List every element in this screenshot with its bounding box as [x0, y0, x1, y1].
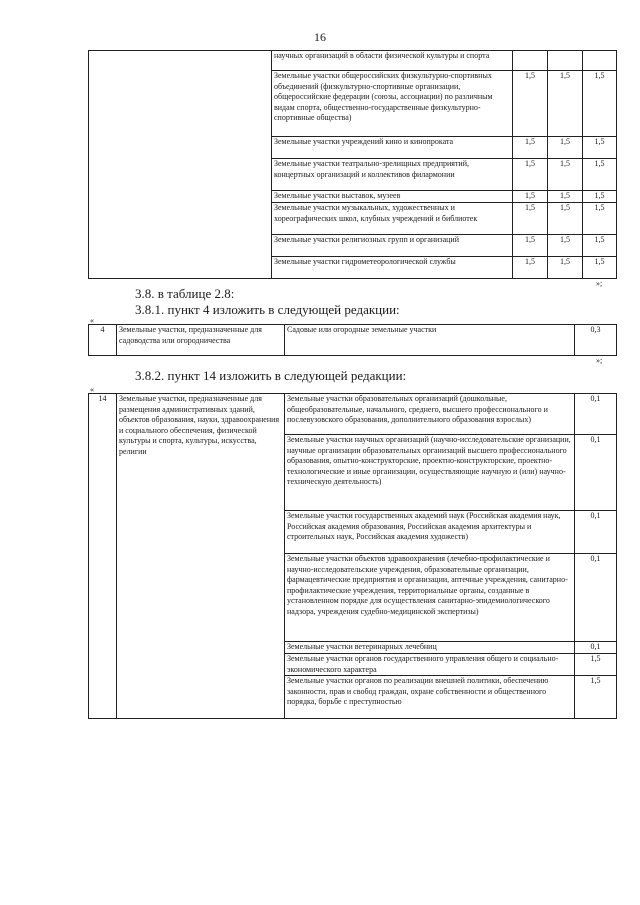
- table-cell-value: 1,5: [513, 71, 548, 137]
- closing-quote-mark: »;: [596, 279, 603, 288]
- table-cell-empty: [89, 51, 272, 279]
- table-cell-name: научных организаций в области физической культуры и спорта: [272, 51, 513, 71]
- table-continuation: [88, 50, 617, 279]
- table-cell-number: 4: [89, 325, 117, 356]
- table-cell-name: Земельные участки органов государственного управления общего и социально-экономического характера: [285, 654, 575, 676]
- table-cell-value: [513, 51, 548, 71]
- table-cell-name: Земельные участки образовательных организаций (дошкольные, общеобразовательные, начального, среднего, высшего профессионального и послевузовского образования, дополнительного образования взрослых): [285, 394, 575, 435]
- table-cell-name: Земельные участки объектов здравоохранения (лечебно-профилактические и научно-исследовательские учреждения, образовательные организации, фармацевтические предприятия и организации, аптечные учреждения, санитарно-профилактические учреждения, территориальные органы, созданные в установленном порядке для осуществления санитарно-эпидемиологического надзора, учреждения судебно-медицинской экспертизы): [285, 554, 575, 642]
- opening-quote-mark: «: [90, 385, 94, 394]
- table-cell-value: 1,5: [548, 235, 583, 257]
- table-cell-value: 0,1: [575, 511, 617, 554]
- closing-quote-mark: »;: [596, 356, 603, 365]
- table-cell-name: Земельные участки ветеринарных лечебниц: [285, 642, 575, 654]
- table-cell-value: 1,5: [548, 191, 583, 203]
- table-cell-name: Земельные участки органов по реализации внешней политики, обеспечению законности, прав и свобод граждан, охране собственности и общественного порядка, борьбе с преступностью: [285, 676, 575, 719]
- table-cell-value: 1,5: [513, 137, 548, 159]
- table-cell-value: 1,5: [513, 191, 548, 203]
- opening-quote-mark: «: [90, 316, 94, 325]
- table-cell-name: Земельные участки общероссийских физкультурно-спортивных объединений (физкультурно-спортивные организации, общероссийские федерации (союзы, ассоциации) по различным видам спорта, общественно-государственные физкультурно-спортивные общества): [272, 71, 513, 137]
- table-cell-value: 1,5: [548, 71, 583, 137]
- table-cell-value: 1,5: [583, 71, 617, 137]
- table-cell-category: Земельные участки, предназначенные для садоводства или огородничества: [117, 325, 285, 356]
- table-cell-value: 1,5: [575, 654, 617, 676]
- table-cell-name: Земельные участки государственных академий наук (Российская академия наук, Российская академия образования, Российская академия архитектуры и строительных наук, Российская академия художеств): [285, 511, 575, 554]
- table-cell-value: [548, 51, 583, 71]
- table-cell-value: [583, 51, 617, 71]
- table-cell-name: Земельные участки религиозных групп и организаций: [272, 235, 513, 257]
- table-cell-value: 1,5: [583, 159, 617, 191]
- table-cell-value: 0,1: [575, 642, 617, 654]
- table-cell-name: Садовые или огородные земельные участки: [285, 325, 575, 356]
- table-cell-value: 1,5: [548, 257, 583, 279]
- table-cell-value: 1,5: [513, 203, 548, 235]
- table-item-14: [88, 393, 617, 719]
- table-item-4: [88, 324, 617, 356]
- table-cell-name: Земельные участки гидрометеорологической службы: [272, 257, 513, 279]
- table-cell-value: 1,5: [583, 191, 617, 203]
- table-cell-name: Земельные участки научных организаций (научно-исследовательские организации, научные организации образовательных организаций высшего профессионального образования, опытно-конструкторские, проектно-конструкторские, проектно-технологические и иные организации, осуществляющие научную и (или) научно-техническую деятельность): [285, 435, 575, 511]
- table-cell-value: 1,5: [575, 676, 617, 719]
- section-heading: 3.8.2. пункт 14 изложить в следующей редакции:: [135, 368, 407, 383]
- table-cell-value: 1,5: [513, 257, 548, 279]
- table-cell-value: 1,5: [548, 159, 583, 191]
- table-cell-value: 0,3: [575, 325, 617, 356]
- table-cell-value: 0,1: [575, 554, 617, 642]
- table-cell-number: 14: [89, 394, 117, 719]
- table-cell-name: Земельные участки театрально-зрелищных предприятий, концертных организаций и коллективов филармонии: [272, 159, 513, 191]
- table-cell-value: 1,5: [513, 159, 548, 191]
- page-number: 16: [314, 30, 326, 44]
- table-cell-category: Земельные участки, предназначенные для размещения административных зданий, объектов образования, науки, здравоохранения и социального обеспечения, физической культуры и спорта, культуры, искусства, религии: [117, 394, 285, 719]
- table-cell-value: 1,5: [583, 203, 617, 235]
- table-cell-name: Земельные участки выставок, музеев: [272, 191, 513, 203]
- table-cell-value: 0,1: [575, 394, 617, 435]
- table-cell-value: 1,5: [583, 257, 617, 279]
- table-cell-value: 1,5: [583, 235, 617, 257]
- table-cell-value: 1,5: [583, 137, 617, 159]
- table-cell-value: 1,5: [548, 137, 583, 159]
- table-cell-name: Земельные участки музыкальных, художественных и хореографических школ, клубных учреждений и библиотек: [272, 203, 513, 235]
- table-cell-value: 0,1: [575, 435, 617, 511]
- section-heading: 3.8. в таблице 2.8:: [135, 286, 235, 301]
- table-cell-name: Земельные участки учреждений кино и кинопроката: [272, 137, 513, 159]
- section-heading: 3.8.1. пункт 4 изложить в следующей редакции:: [135, 302, 400, 317]
- table-cell-value: 1,5: [548, 203, 583, 235]
- table-cell-value: 1,5: [513, 235, 548, 257]
